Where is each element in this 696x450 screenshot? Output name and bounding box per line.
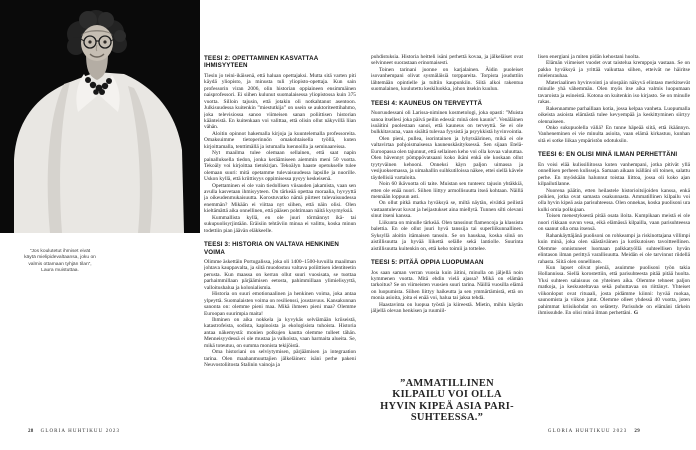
section-heading: TEESI 2: OPETTAMINEN KASVATTAA IHMISYYTEEN xyxy=(204,55,319,70)
body-paragraph: Materiaalinen hyvinvointi ja ulospäin näkyvä elintaso merkitsevät minulle yhä vähemmän. Olen myös itse aika valmis luopumaan tavaroista ja esineistä. Kotona on kuitenkin iso kirjasto. Se on minulle rakas. xyxy=(538,79,690,106)
body-paragraph: Elämän viimeiset vuodet ovat taistelua kremppoja vastaan. Se on pakko hyväksyä ja yrittää vaikuttaa siihen, etteivät ne häiritse mielenrauhaa. xyxy=(538,60,690,80)
section-heading: TEESI 3: HISTORIA ON VALTAVA HENKINEN VOIMA xyxy=(204,241,340,256)
body-paragraph: lisen energiani ja miten pidän kehostani huolta. xyxy=(538,54,640,60)
body-paragraph: puhdistuksia. Historia heitteli isäni perhettä kovaa, ja jälkeläiset ovat selvinneet suorastaan erinomaisesti. xyxy=(371,54,523,67)
right-page-folio xyxy=(548,429,640,434)
body-paragraph: Noin 60 ikävuotta oli taite. Muistan sen tunteen: tajusin yhtäkkiä, etten ole enää nuori. Siihen liittyy armollisuutta itseä kohtaan. Näillä mennään loppuun asti. xyxy=(371,181,523,201)
body-paragraph: Jos saan saman verran vuosia kuin äitini, minulla on jäljellä noin kymmenen vuotta. Mitä ehdin vielä ajassa? Mikä on elämän tarkoitus? Se on viimeisten vuosien suuri tarina. Näillä vuosilla elämä on luopumista. Siihen liittyy haikeutta ja sen ymmärtämistä, että on monia asioita, joita ei enää voi, halua tai jaksa tehdä. xyxy=(371,269,523,302)
article-column-3 xyxy=(538,54,690,426)
photo-caption: ”Jos koulutetut ihmiset eivät käytä mielipidevaltaansa, joku on valmis ottamaan tyhjän tilan”, Laura muistuttaa. xyxy=(24,249,96,274)
body-paragraph: Kummallista kyllä, en ole juuri törmännyt ikä- tai sukupuolisyrjintään. Eräisiin tehtäviin minua ei valittu, koska minun todettiin pian jäävän eläkkeelle. xyxy=(204,214,356,234)
body-paragraph: Oma historiani on selviytymisen, pärjäämisen ja integraation tarina. Olen maahanmuuttajien jälkeläinen: isäni perhe pakeni Neuvostoliitosta Stalinin vainoja ja xyxy=(204,349,356,369)
body-paragraph: Rakennamme parhaillaan kotia, jossa kelpaa vanheta. Luopumalla oikeista asioista elämästä tulee kevyempää ja keskittyminen siirtyy olennaiseen. xyxy=(538,105,690,125)
article-column-2 xyxy=(371,54,523,426)
body-paragraph: Olen pieni, pullea, isorintainen ja lyhytsäärinen, mikä ei ole valtavirtaa pohjoismaisessa kauneuskäsityksessä. Sen sijaan Etelä-Euroopassa olen tajunnut, että sellainen keho voi olla kovaa valuuttaa. Olen hävennyt pömppövatsaani koko ikäni enkä ole koskaan ollut tyytyväinen kehooni. Onneksi käyn paljon uimassa ja vesijuoksemassa, ja uimahallin suihkutiloissa näkee, ettei siellä kävele täydellisiä vartaloita. xyxy=(371,135,523,181)
section-heading: TEESI 6: EN OLISI MINÄ ILMAN PERHETTÄNI xyxy=(538,151,678,159)
body-paragraph: Nuorena päätin, etten heilastele historioitsijoiden kanssa, enkä poikien, jotka ovat samasta osakunnasta. Ammatillinen kilpailu voi olla hyvin kipeä asia parisuhteessa. Olen onnekas, koska puolisoni ura kulki omia polkujaan. xyxy=(538,187,690,213)
body-paragraph: Opettaminen ei ole vain tiedollisen viisauden jakamista, vaan sen avulla kasvetaan ihmisyyteen. On tärkeää opettaa moraalia, hyvyyttä ja oikeudenmukaisuutta. Korostuvatko nämä piirteet tulevaisuudessa enemmän? Mikään ei viittaa nyt siihen, että näin olisi. Olen kieltämättä aika onnellinen, että pääsen pohtimaan näitä kysymyksiä. xyxy=(204,182,356,215)
right-magazine-issue: GLORIA HUHTIKUU 2023 xyxy=(547,429,628,434)
article-end-mark: G xyxy=(633,310,639,317)
body-paragraph: Nyt maailma tulee olemaan sellainen, että saat napin painalluksella tiedon, jonka keräämiseen aiemmin meni 50 vuotta. Tekoäly voi kirjoittaa tietokirjan. Tekoälyn haaste opetukselle tulee olemaan suuri: mitä opetamme tulevaisuudessa lapsille ja nuorille. Uskon kyllä, että kriittisyys oppimisessa pysyy keskeisenä. xyxy=(204,150,356,183)
body-paragraph: Tiesin jo teini-ikäisenä, että haluan opettajaksi. Mutta sitä varten piti käydä yliopisto, ja minusta tuli yliopisto-opettaja. Kun sain professorin viran 2006, olin historian oppiaineen ensimmäinen naisprofessori. Ei siihen kulunut suomalaisessa yliopistossa kuin 375 vuotta. Silloin tajusin, että jotakin oli notkahtanut asentoon. Julkisuudessa kuitenkin ”miestutkija” on usein se auktoriteettihahmo, joka televisiossa sanoo viimeisen sanan poliittisen historian käänteistä. En kuitenkaan voi valittaa, että olisin ollut näkyvillä liian vähän. xyxy=(204,72,356,131)
left-page-number: 28 xyxy=(28,429,34,434)
body-paragraph: Toinen tarinani juonne on karjalainen. Äidin puoleiset isovanhempani olivat sysmäläisiä torppareita. Torpista jouduttiin lähtemään opintielle ja tultiin kaupunkiin. Siitä alkoi rakentua suomalainen, koulutettu keskiluokka, johon itsekin kuulun. xyxy=(371,66,523,93)
body-paragraph: On ollut pitkä matka hyväksyä se, miltä näytän, eivätkä peilistä vastaantulevat kuvat ja heijastukset aina miellytä. Tunnen silti olevani sinut itseni kanssa. xyxy=(371,200,523,220)
body-paragraph: Liikunta on minulle tärkeää. Olen tanssinut flamencoja ja klassista balettia. En ole ollut juuri hyvä tanssija tai superliikunnallinen. Syksyllä aloitin itämaisen tanssin. Se on hauskaa, koska siinä on aistillisuutta ja hyvää liikettä selälle sekä lantiolle. Suurinta aistillisuutta kuitenkin on, että keho toimii ja tottelee. xyxy=(371,219,523,252)
body-paragraph: Historia on suuri emotionaalinen ja henkinen voima, joka antaa ylpeyttä. Suomalaisten voima on resilienssi, joustavuus. Kansakunnan sanonta on: olemme pieni maa. Mikä ihmeen pieni maa? Olemme Euroopan suurimpia maita! xyxy=(204,291,356,317)
body-paragraph: Rahankäyttäjänä puolisoni on rohkeampi ja riskinottajana villimpi kuin minä, joka olen säästäväinen ja kotikutoisen tavoitteellinen. Olemme onnistuneet luomaan palkkatyöllä suhteellisen hyvän elintason ilman perittyä varallisuutta. Meidän ei ole tarvinnut riidellä rahasta. Siitä olen onnellinen. xyxy=(538,232,690,265)
article-column-1 xyxy=(204,54,356,426)
body-paragraph: En voisi elää kulissiliitossa kuten vanhempani, jotka pitivät yllä onnellisen perheen kulisseja. Samaan aikaan isälläni oli toinen, salattu perhe. En myöskään halunnut toistaa liittoa, jossa oli koko ajan kilpailutilanne. xyxy=(538,161,690,188)
pull-quote: ”AMMATILLINEN KILPAILU VOI OLLA HYVIN KIPEÄ ASIA PARI-SUHTEESSA.” xyxy=(371,368,523,426)
portrait-photo xyxy=(0,0,200,233)
body-paragraph: Olimme äskettäin Portugalissa, joka oli 1400–1500-luvuilla maailman johtava kauppavalta, ja siitä muodostuu valtava poliittisen identiteetin perusta. Kun maassa on kerran ollut suuri vuosisata, se tuottaa parhaimmillaan pärjäämisen eetosta, pahimmillaan ylimielisyyttä, valloitushalua ja kolonialismia. xyxy=(204,258,356,291)
left-magazine-issue: GLORIA HUHTIKUU 2023 xyxy=(40,429,121,434)
right-page-number: 29 xyxy=(634,429,640,434)
body-paragraph: Haastavinta on luopua työstä ja kiireestä. Mietin, mihin käytän jäljellä olevan henkisen ja ruumiil- xyxy=(371,301,523,315)
section-heading: TEESI 4: KAUNEUS ON TERVEYTTÄ xyxy=(371,99,483,107)
body-paragraph: Aloitin opinnot hakemalla kirjoja ja kuuntelemalla professoreita. Omaksuimme tietoperinnön omakohtaisella työllä, kuten kirjoittamalla, tenttimällä ja istumalla luennoilla ja seminaareissa. xyxy=(204,130,356,150)
left-page-folio xyxy=(28,429,120,434)
body-paragraph: Ihminen on aika nokkela ja kyvykäs selviämään kriiseistä, katastrofeista, sodista, kapinoista ja ekologisista tuhoista. Historia antaa näkemystä: monien polkujen kautta olemme tulleet tähän. Menneisyydessä ei ole mustaa ja valkoista, vaan harmaita alueita. Se, mikä toteutuu, on summa monista tekijöistä. xyxy=(204,317,356,349)
portrait-illustration xyxy=(0,0,200,233)
body-paragraph: Toisen menestyksestä pitää osata iloita. Kumpikaan meistä ei ole nuori rikkaan suvun vesa, eikä elämässä kilpailla, vaan parisuhteessa on saanut olla oma itsensä. xyxy=(538,213,690,233)
body-paragraph: Onko sukupuolella väliä? En tunne häpeää siitä, että ikäännyn. Vanheneminen ei vie minulta asioita, vaan elämä kirkastuu, kunhan sitä ei sotke liikaa ympäristön odotuksiin. xyxy=(538,124,690,144)
article-body xyxy=(204,54,690,426)
body-paragraph: Nuoruudessani oli Larissa-niminen kosmetologi, joka opasti: ”Muista sanoa itsellesi joka päivä peilin edessä: minä olen kaunis”. Venäläinen isoäitini puolestaan sanoi, että kauneus on terveyttä. Se ei ole bulkkitavaraa, vaan sisältä tulevaa fyysistä ja psyykkistä hyvinvointia. xyxy=(371,110,523,136)
section-heading: TEESI 5: PITÄÄ OPPIA LUOPUMAAN xyxy=(371,259,484,267)
body-paragraph: Kun lapset olivat pieniä, asuimme puolisoni työn takia Hollannissa. Siellä korostettiin, että parisuhteesta pitää pitää huolta. Yksi suhteen salaisuus on yhteinen aika. Olemme tehneet paljon matkoja, ja keskusteltavaa sekä puhuttavaa on riittänyt. Yhteiset viikonloput ovat rituaali, josta pidämme kiinni: hyvää ruokaa, saunomista ja viikon jutut. Olemme olleet yhdessä 40 vuotta, joten pahimmat kriisikohdat on selätetty. Parisuhde on elämäni tärkein ihmissuhde. En olisi minä ilman perhettäni. G xyxy=(538,265,690,317)
